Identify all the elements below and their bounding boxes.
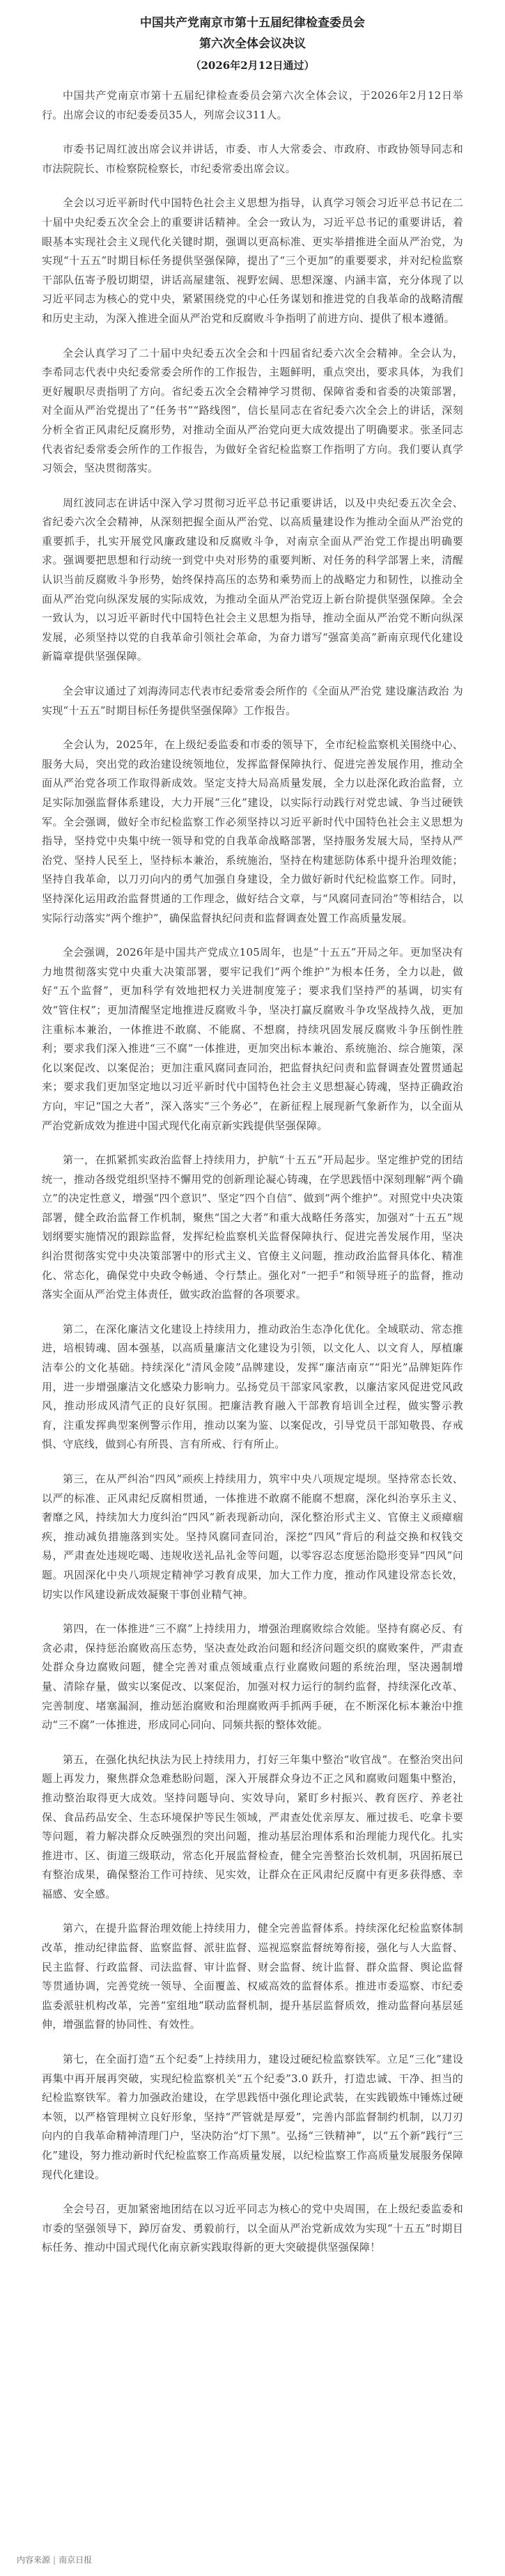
paragraph-task-2: 第二，在深化廉洁文化建设上持续用力，推动政治生态净化优化。全域联动、常态推进，培根铸魂、固本强基，以高质量廉洁文化建设为引领，以文化人、以文育人，厚植廉洁奉公的文化基础。持续深化“清风金陵”品牌建设，发挥“廉洁南京”“阳光”品牌矩阵作用，进一步增强廉洁文化感染力影响力。弘扬党员干部家风家教，以廉洁家风促进党风政风，推动形成风清气正的良好氛围。把廉洁教育融入干部教育培训全过程，做实警示教育，注重发挥典型案例警示作用，推动以案为鉴、以案促改，引导党员干部知敬畏、存戒惧、守底线，做到心有所畏、言有所戒、行有所止。: [42, 1322, 463, 1451]
adoption-date: （2026年2月12日通过）: [190, 59, 315, 72]
document-body: [42, 86, 463, 2258]
paragraph-task-1: 第一，在抓紧抓实政治监督上持续用力，护航“十五五”开局起步。坚定维护党的团结统一，推动各级党组织坚持不懈用党的创新理论凝心铸魂，在学思践悟中深刻理解“两个确立”的决定性意义，增强“四个意识”、坚定“四个自信”、做到“两个维护”。对照党中央决策部署，健全政治监督工作机制，聚焦“国之大者”和重大战略任务落实，加强对“十五五”规划纲要实施情况的跟踪监督，发挥纪检监察机关监督保障执行、促进完善发展作用，坚决纠治贯彻落实党中央决策部署中的形式主义、官僚主义问题，推动政治监督具体化、精准化、常态化，确保党中央政令畅通、令行禁止。强化对“一把手”和领导班子的监督，推动落实全面从严治党主体责任，做实政治监督的各项要求。: [42, 1154, 463, 1301]
paragraph-secretary-speech: 周红波同志在讲话中深入学习贯彻习近平总书记重要讲话，以及中央纪委五次全会、省纪委六次全会精神，从深刻把握全面从严治党、以高质量建设作为推动全面从严治党的重要抓手，扎实开展党风廉政建设和反腐败斗争，对南京全面从严治党工作提出明确要求。强调要把思想和行动统一到党中央对形势的重要判断、对任务的科学部署上来，清醒认识当前反腐败斗争形势，始终保持高压的态势和乘势而上的战略定力和韧性，以推动全面从严治党向纵深发展的实际成效，为推动全面从严治党迈上新台阶提供坚强保障。全会一致认为，以习近平新时代中国特色社会主义思想为指导，推动全面从严治党不断向纵深发展，必须坚持以党的自我革命引领社会革命，为奋力谱写“强富美高”新南京现代化建设新篇章提供坚强保障。: [42, 496, 463, 663]
paragraph-2026-tasks: 全会强调，2026年是中国共产党成立105周年，也是“十五五”开局之年。更加坚决有力地贯彻落实党中央重大决策部署，要牢记我们“两个维护”为根本任务，全力以赴，做好“五个监督”，更加科学有效地把权力关进制度笼子；要求我们坚持严的基调，切实有效“管住权”；更加清醒坚定地推进反腐败斗争，坚决打赢反腐败斗争攻坚战持久战，更加注重标本兼治，一体推进不敢腐、不能腐、不想腐，持续巩固发展反腐败斗争压倒性胜利；要求我们深入推进“三不腐”一体推进，更加突出标本兼治、系统施治、综合施策，深化以案促改、以案促治；更加注重风腐同查同治，把监督执纪问责和监督调查处置贯通起来；要求我们更加坚定地以习近平新时代中国特色社会主义思想凝心铸魂，坚持正确政治方向，牢记“国之大者”，深入落实“三个务必”，在新征程上展现新气象新作为，以全面从严治党新成效为推进中国式现代化南京新实践提供坚强保障。: [42, 946, 463, 1132]
paragraph-task-7: 第七，在全面打造“五个纪委”上持续用力，建设过硬纪检监察铁军。立足“三化”建设再集中再开展再突破，实现纪检监察机关“五个纪委”3.0 跃升，打造忠诚、干净、担当的纪检监察铁军。着力加强政治建设，在学思践悟中强化理论武装，在实践锻炼中锤炼过硬本领，以严格管理树立良好形象，坚持“严管就是厚爱”，完善内部监督制约机制，以刀刃向内的自我革命精神清理门户，坚决防治“灯下黑”。弘扬“三铁精神”，以“五个新”践行“三化”建设，努力推动新时代纪检监察工作高质量发展，以纪检监察工作高质量发展服务保障现代化建设。: [42, 2053, 463, 2181]
source-footer: [17, 2554, 92, 2566]
paragraph-closing-call: 全会号召，更加紧密地团结在以习近平同志为核心的党中央周围，在上级纪委监委和市委的坚强领导下，踔厉奋发、勇毅前行，以全面从严治党新成效为实现“十五五”时期目标任务、推动中国式现代化南京新实践取得新的更大突破提供坚强保障！: [42, 2203, 463, 2254]
paragraph-report-adopted: 全会审议通过了刘海涛同志代表市纪委常委会所作的《全面从严治党 建设廉洁政治 为实现“十五五”时期目标任务提供坚强保障》工作报告。: [42, 685, 463, 717]
paragraph-plenary-spirit: 全会认真学习了二十届中央纪委五次全会和十四届省纪委六次全会精神。全会认为，李希同志代表中央纪委常委会所作的工作报告，主题鲜明，重点突出，要求具体，为我们更好履职尽责指明了方向。省纪委五次全会精神学习贯彻、保障省委和省委的决策部署，对全面从严治党提出了“任务书”“路线图”，信长星同志在省纪委六次全会上的讲话，深刻分析全省正风肃纪反腐形势，对推动全面从严治党向更大成效提出了明确要求。张圣同志代表省纪委常委会所作的工作报告，为做好全省纪检监察工作指明了方向。我们要认真学习领会，坚决贯彻落实。: [42, 346, 463, 475]
paragraph-task-5: 第五，在强化执纪执法为民上持续用力，打好三年集中整治“收官战”。在整治突出问题上再发力，聚焦群众急难愁盼问题，深入开展群众身边不正之风和腐败问题集中整治，推动整治取得更大成效。坚持问题导向、实效导向，紧盯乡村振兴、教育医疗、养老社保、食品药品安全、生态环境保护等民生领域，严肃查处优亲厚友、雁过拔毛、吃拿卡要等问题，着力解决群众反映强烈的突出问题，推动基层治理体系和治理能力现代化。扎实推进市、区、街道三级联动，常态化开展监督检查，健全完善整治长效机制，巩固拓展已有整治成果，确保整治工作可持续、见实效，让群众在正风肃纪反腐中有更多获得感、幸福感、安全感。: [42, 1753, 463, 1900]
paragraph-task-4: 第四，在一体推进“三不腐”上持续用力，增强治理腐败综合效能。坚持有腐必反、有贪必肃，保持惩治腐败高压态势，坚决查处政治问题和经济问题交织的腐败案件，严肃查处群众身边腐败问题，健全完善对重点领域重点行业腐败问题的系统治理，坚决遏制增量、清除存量，做实以案促改、以案促治，加强对权力运行的制约监督，持续深化改革、完善制度、堵塞漏洞，推动惩治腐败和治理腐败两手抓两手硬，在不断深化标本兼治中推动“三不腐”一体推进，形成同心同向、同频共振的整体效能。: [42, 1622, 463, 1732]
document-title-line1: 中国共产党南京市第十五届纪律检查委员会: [140, 16, 365, 30]
source-name: 南京日报: [59, 2555, 93, 2565]
paragraph-task-6: 第六，在提升监督治理效能上持续用力，健全完善监督体系。持续深化纪检监察体制改革，推动纪律监督、监察监督、派驻监督、巡视巡察监督统筹衔接，强化与人大监督、民主监督、行政监督、司法监督、审计监督、财会监督、统计监督、群众监督、舆论监督等贯通协调，完善党统一领导、全面覆盖、权威高效的监督体系。推进市委巡察、市纪委监委派驻机构改革，完善“室组地”联动监督机制，提升基层监督质效，推动监督向基层延伸，增强监督的协同性、有效性。: [42, 1922, 463, 2031]
paragraph-study-speech: 全会以习近平新时代中国特色社会主义思想为指导，认真学习领会习近平总书记在二十届中央纪委五次全会上的重要讲话精神。全会一致认为，习近平总书记的重要讲话，着眼基本实现社会主义现代化关键时期，强调以更高标准、更实举措推进全面从严治党，为实现“十五五”时期目标任务提供坚强保障，提出了“三个更加”的重要要求，并对纪检监察干部队伍寄予殷切期望，讲话高屋建瓴、视野宏阔、思想深邃、内涵丰富，充分体现了以习近平同志为核心的党中央，紧紧围绕党的中心任务谋划和推进党的自我革命的战略清醒和历史主动，为深入推进全面从严治党和反腐败斗争指明了前进方向、提供了根本遵循。: [42, 196, 463, 325]
paragraph-2025-review: 全会认为，2025年，在上级纪委监委和市委的领导下，全市纪检监察机关围绕中心、服务大局，突出党的政治建设统领地位，发挥监督保障执行、促进完善发展作用，推动全面从严治党各项工作取得新成效。坚定支持大局高质量发展，全力以赴深化政治监督，立足实际加强监督体系建设，大力开展“三化”建设，以实际行动践行对党忠诚、争当过硬铁军。全会强调，做好全市纪检监察工作必须坚持以习近平新时代中国特色社会主义思想为指导，坚持党中央集中统一领导和党的自我革命战略部署，坚持服务发展大局，坚持从严治党、坚持人民至上，坚持标本兼治，系统施治，坚持在构建惩防体系中提升治理效能；坚持自我革命，以刀刃向内的勇气加强自身建设，全力做好新时代纪检监察工作。同时，坚持深化运用政治监督贯通的工作理念，做好结合文章，与“风腐同查同治”等相结合，以实际行动落实“两个维护”，确保监督执纪问责和监督调查处置工作高质量发展。: [42, 738, 463, 924]
paragraph-attendance: 市委书记周红波出席会议并讲话，市委、市人大常委会、市政府、市政协领导同志和市法院院长、市检察院检察长，市纪委常委出席会议。: [42, 143, 463, 175]
source-label: 内容来源: [17, 2555, 51, 2565]
document-title-line2: 第六次全体会议决议: [199, 37, 306, 51]
source-separator: |: [53, 2555, 56, 2565]
paragraph-task-3: 第三，在从严纠治“四风”顽疾上持续用力，筑牢中央八项规定堤坝。坚持常态长效、以严的标准、正风肃纪反腐相贯通，一体推进不敢腐不能腐不想腐，深化纠治享乐主义、奢靡之风，持续加大力度纠治“四风”新表现新动向，深化整治形式主义、官僚主义顽瘴痼疾，推动减负措施落到实处。坚持风腐同查同治，深挖“四风”背后的利益交换和权钱交易，严肃查处违规吃喝、违规收送礼品礼金等问题，以零容忍态度惩治隐形变异“四风”问题。巩固深化中央八项规定精神学习教育成果，加大工作力度，推动作风建设常态长效，切实以作风建设新成效凝聚干事创业精气神。: [42, 1473, 463, 1601]
paragraph-meeting-intro: 中国共产党南京市第十五届纪律检查委员会第六次全体会议，于2026年2月12日举行。出席会议的市纪委委员35人，列席会议311人。: [42, 89, 463, 121]
